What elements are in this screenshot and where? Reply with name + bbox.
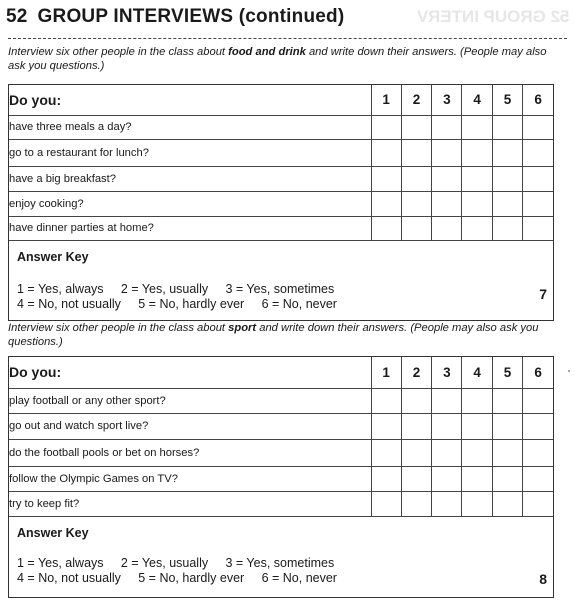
answer-cell[interactable] — [523, 115, 553, 139]
column-header-5: 5 — [492, 85, 522, 115]
answer-key-title: Answer Key — [17, 525, 89, 540]
answer-cell[interactable] — [432, 413, 462, 439]
answer-key-line: 1 = Yes, always 2 = Yes, usually 3 = Yes, sometimes — [17, 281, 335, 296]
question-label: enjoy cooking? — [9, 191, 371, 216]
table-row — [9, 216, 553, 240]
answer-key-title: Answer Key — [17, 249, 89, 264]
instruction-text: Interview six other people in the class about — [8, 322, 229, 334]
question-label: play football or any other sport? — [9, 388, 371, 413]
survey-table-sport — [9, 357, 553, 517]
answer-cell[interactable] — [492, 191, 522, 216]
answer-cell[interactable] — [462, 115, 492, 139]
column-header-1: 1 — [371, 85, 401, 115]
dashed-divider — [8, 38, 567, 39]
survey-box-food — [8, 84, 554, 321]
answer-cell[interactable] — [371, 139, 401, 166]
answer-cell[interactable] — [371, 216, 401, 240]
answer-cell[interactable] — [432, 139, 462, 166]
answer-cell[interactable] — [371, 166, 401, 191]
table-row — [9, 491, 553, 516]
column-header-do-you: Do you: — [9, 85, 371, 115]
answer-key-food — [9, 241, 553, 320]
question-label: have a big breakfast? — [9, 166, 371, 191]
answer-cell[interactable] — [492, 115, 522, 139]
answer-cell[interactable] — [523, 439, 553, 466]
answer-cell[interactable] — [523, 216, 553, 240]
answer-cell[interactable] — [401, 413, 431, 439]
answer-key-line: 1 = Yes, always 2 = Yes, usually 3 = Yes, sometimes — [17, 555, 335, 570]
answer-cell[interactable] — [371, 491, 401, 516]
answer-cell[interactable] — [371, 191, 401, 216]
answer-cell[interactable] — [432, 388, 462, 413]
column-header-4: 4 — [462, 357, 492, 388]
column-header-3: 3 — [432, 357, 462, 388]
answer-cell[interactable] — [401, 139, 431, 166]
answer-cell[interactable] — [371, 388, 401, 413]
table-row — [9, 191, 553, 216]
page-title-text: GROUP INTERVIEWS (continued) — [37, 6, 345, 27]
page-title — [6, 6, 344, 28]
answer-cell[interactable] — [462, 439, 492, 466]
instruction-topic: food and drink — [228, 46, 306, 58]
column-header-5: 5 — [492, 357, 522, 388]
bleed-through-text: 52 GROUP INTERV — [416, 7, 569, 26]
answer-cell[interactable] — [492, 216, 522, 240]
answer-cell[interactable] — [371, 413, 401, 439]
answer-cell[interactable] — [432, 191, 462, 216]
answer-cell[interactable] — [462, 191, 492, 216]
answer-cell[interactable] — [432, 115, 462, 139]
answer-cell[interactable] — [401, 166, 431, 191]
card-number: 8 — [539, 570, 547, 587]
answer-cell[interactable] — [371, 439, 401, 466]
table-row — [9, 388, 553, 413]
answer-cell[interactable] — [523, 413, 553, 439]
question-label: have dinner parties at home? — [9, 216, 371, 240]
answer-cell[interactable] — [523, 139, 553, 166]
question-label: try to keep fit? — [9, 491, 371, 516]
answer-cell[interactable] — [432, 466, 462, 491]
card-number: 7 — [539, 285, 547, 302]
answer-cell[interactable] — [401, 439, 431, 466]
column-header-2: 2 — [401, 85, 431, 115]
answer-cell[interactable] — [462, 139, 492, 166]
answer-cell[interactable] — [492, 166, 522, 191]
instruction-sport — [8, 321, 564, 349]
answer-cell[interactable] — [401, 216, 431, 240]
answer-cell[interactable] — [462, 413, 492, 439]
answer-cell[interactable] — [401, 491, 431, 516]
column-header-3: 3 — [432, 85, 462, 115]
answer-cell[interactable] — [432, 439, 462, 466]
column-header-1: 1 — [371, 357, 401, 388]
page-title-number: 52 — [6, 6, 28, 27]
answer-cell[interactable] — [523, 491, 553, 516]
answer-key-sport — [9, 517, 553, 597]
column-header-2: 2 — [401, 357, 431, 388]
answer-cell[interactable] — [371, 466, 401, 491]
answer-cell[interactable] — [492, 413, 522, 439]
answer-cell[interactable] — [432, 491, 462, 516]
scan-speck — [568, 370, 570, 372]
instruction-topic: sport — [228, 322, 257, 334]
answer-cell[interactable] — [371, 115, 401, 139]
table-row — [9, 413, 553, 439]
answer-cell[interactable] — [401, 466, 431, 491]
column-header-do-you: Do you: — [9, 357, 371, 388]
answer-cell[interactable] — [523, 388, 553, 413]
answer-cell[interactable] — [432, 216, 462, 240]
instruction-food — [8, 45, 564, 73]
answer-cell[interactable] — [523, 166, 553, 191]
table-row — [9, 166, 553, 191]
answer-cell[interactable] — [462, 166, 492, 191]
table-row — [9, 439, 553, 466]
answer-cell[interactable] — [492, 139, 522, 166]
answer-cell[interactable] — [523, 466, 553, 491]
question-label: do the football pools or bet on horses? — [9, 439, 371, 466]
answer-cell[interactable] — [462, 216, 492, 240]
answer-key-line: 4 = No, not usually 5 = No, hardly ever 6 = No, never — [17, 296, 337, 311]
instruction-text: and write down their answers. (People may also ask you questions.) — [8, 322, 539, 348]
answer-cell[interactable] — [492, 466, 522, 491]
survey-box-sport — [8, 356, 554, 598]
instruction-text: Interview six other people in the class about — [8, 46, 229, 58]
answer-cell[interactable] — [432, 166, 462, 191]
question-label: go to a restaurant for lunch? — [9, 139, 371, 166]
table-row — [9, 466, 553, 491]
instruction-text: and write down their answers. (People may also ask you questions.) — [8, 46, 547, 72]
answer-cell[interactable] — [523, 191, 553, 216]
question-label: follow the Olympic Games on TV? — [9, 466, 371, 491]
column-header-6: 6 — [523, 357, 553, 388]
column-header-6: 6 — [523, 85, 553, 115]
answer-key-line: 4 = No, not usually 5 = No, hardly ever 6 = No, never — [17, 570, 337, 585]
answer-cell[interactable] — [492, 491, 522, 516]
answer-cell[interactable] — [492, 439, 522, 466]
question-label: go out and watch sport live? — [9, 413, 371, 439]
column-header-4: 4 — [462, 85, 492, 115]
answer-cell[interactable] — [462, 491, 492, 516]
answer-cell[interactable] — [401, 388, 431, 413]
answer-cell[interactable] — [401, 115, 431, 139]
table-row — [9, 139, 553, 166]
table-row — [9, 115, 553, 139]
question-label: have three meals a day? — [9, 115, 371, 139]
answer-cell[interactable] — [401, 191, 431, 216]
answer-cell[interactable] — [462, 388, 492, 413]
answer-cell[interactable] — [462, 466, 492, 491]
survey-table-food — [9, 85, 553, 241]
answer-cell[interactable] — [492, 388, 522, 413]
